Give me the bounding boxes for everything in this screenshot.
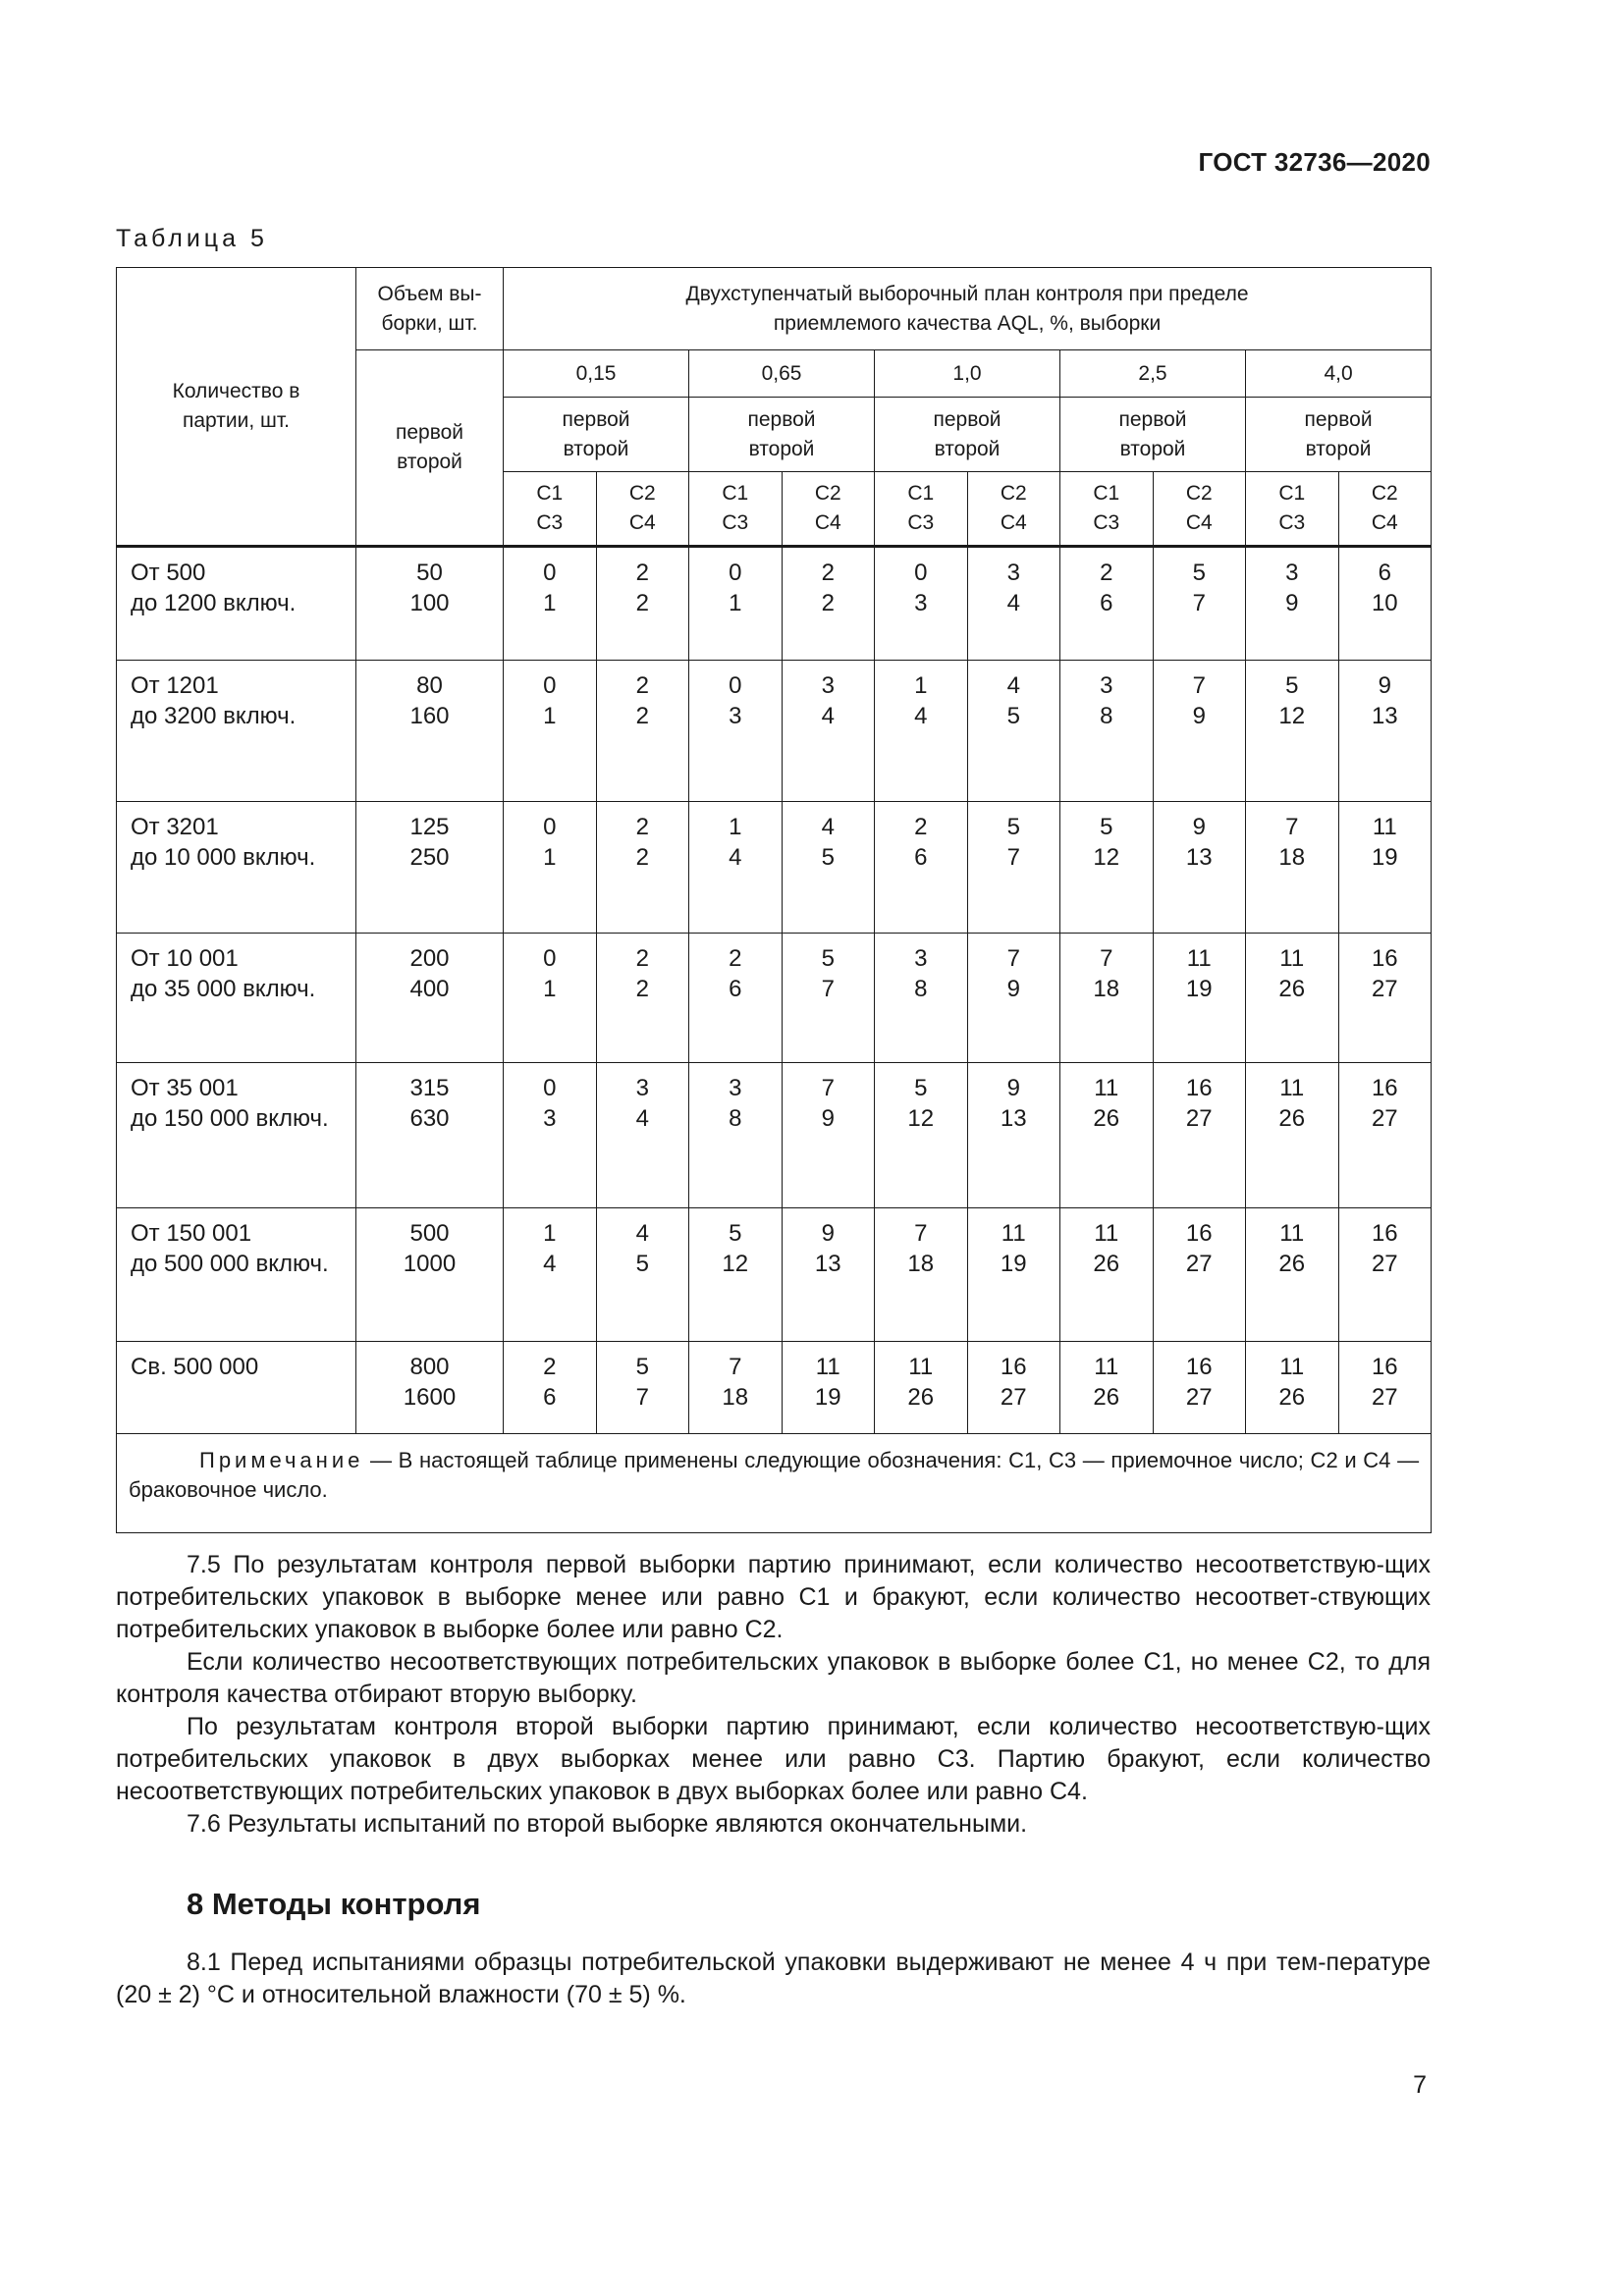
acceptance-number-cell: 1 4 [689, 802, 783, 934]
acceptance-number-cell: 11 26 [1060, 1063, 1154, 1208]
c-label-accept: C1 C3 [1060, 472, 1154, 547]
acceptance-number-cell: 9 13 [782, 1208, 875, 1342]
paragraph: 8.1 Перед испытаниями образцы потребительской упаковки выдерживают не менее 4 ч при тем-пературе (20 ± 2) °С и относительной влажности (70 ± 5) %. [116, 1949, 1431, 2008]
acceptance-number-cell: 1 4 [504, 1208, 597, 1342]
table-row [117, 934, 1432, 1063]
acceptance-number-cell: 16 27 [1338, 1342, 1432, 1434]
c-label-accept: C1 C3 [1246, 472, 1339, 547]
acceptance-number-cell: 3 4 [782, 661, 875, 802]
acceptance-number-cell: 5 7 [782, 934, 875, 1063]
sample-size-cell: 315 630 [356, 1063, 504, 1208]
page-number: 7 [1413, 2071, 1427, 2099]
acceptance-number-cell: 16 27 [967, 1342, 1060, 1434]
table-row [117, 547, 1432, 661]
acceptance-number-cell: 2 2 [596, 802, 689, 934]
aql-level: 0,15 [504, 350, 689, 398]
sample-size-cell: 50 100 [356, 547, 504, 661]
acceptance-number-cell: 2 6 [504, 1342, 597, 1434]
sample-sub-label: первой второй [689, 398, 875, 472]
sample-size-cell: 80 160 [356, 661, 504, 802]
acceptance-number-cell: 16 27 [1338, 1063, 1432, 1208]
acceptance-number-cell: 7 18 [1060, 934, 1154, 1063]
acceptance-number-cell: 7 18 [875, 1208, 968, 1342]
table-row [117, 1342, 1432, 1434]
paragraph: 7.6 Результаты испытаний по второй выборке являются окончательными. [187, 1810, 1028, 1838]
acceptance-number-cell: 11 26 [1060, 1208, 1154, 1342]
acceptance-number-cell: 1 4 [875, 661, 968, 802]
sample-sub-label: первой второй [1246, 398, 1432, 472]
acceptance-number-cell: 11 19 [782, 1342, 875, 1434]
acceptance-number-cell: 7 9 [1153, 661, 1246, 802]
paragraph: Если количество несоответствующих потребительских упаковок в выборке более C1, но менее C2, то для контроля качества отбирают вторую выборку. [116, 1648, 1431, 1708]
c-label-reject: C2 C4 [1153, 472, 1246, 547]
acceptance-number-cell: 7 18 [1246, 802, 1339, 934]
acceptance-number-cell: 0 1 [504, 802, 597, 934]
aql-level: 1,0 [875, 350, 1060, 398]
acceptance-number-cell: 11 19 [1153, 934, 1246, 1063]
acceptance-number-cell: 11 19 [1338, 802, 1432, 934]
acceptance-number-cell: 4 5 [967, 661, 1060, 802]
lot-size-cell: От 1201 до 3200 включ. [117, 661, 356, 802]
c-label-reject: C2 C4 [1338, 472, 1432, 547]
acceptance-number-cell: 5 12 [875, 1063, 968, 1208]
acceptance-number-cell: 4 5 [782, 802, 875, 934]
acceptance-number-cell: 3 8 [1060, 661, 1154, 802]
lot-size-cell: Св. 500 000 [117, 1342, 356, 1434]
c-label-accept: C1 C3 [689, 472, 783, 547]
acceptance-number-cell: 3 4 [596, 1063, 689, 1208]
acceptance-number-cell: 2 2 [596, 547, 689, 661]
header-sample-sub: первой второй [356, 350, 504, 547]
acceptance-number-cell: 0 1 [504, 661, 597, 802]
lot-size-cell: От 500 до 1200 включ. [117, 547, 356, 661]
table-row [117, 661, 1432, 802]
c-label-reject: C2 C4 [967, 472, 1060, 547]
acceptance-number-cell: 7 9 [782, 1063, 875, 1208]
acceptance-number-cell: 0 3 [875, 547, 968, 661]
acceptance-number-cell: 2 2 [782, 547, 875, 661]
table-row [117, 1208, 1432, 1342]
acceptance-number-cell: 5 12 [689, 1208, 783, 1342]
acceptance-number-cell: 5 12 [1060, 802, 1154, 934]
lot-size-cell: От 10 001 до 35 000 включ. [117, 934, 356, 1063]
clause-8 [116, 1947, 1431, 2011]
note-label: Примечание [199, 1448, 364, 1472]
acceptance-number-cell: 5 7 [1153, 547, 1246, 661]
acceptance-number-cell: 3 8 [875, 934, 968, 1063]
table-note [117, 1434, 1432, 1533]
note-text: — В настоящей таблице применены следующие обозначения: C1, C3 — приемочное число; C2 и C4 — браковочное число. [129, 1448, 1420, 1502]
acceptance-number-cell: 2 2 [596, 934, 689, 1063]
acceptance-number-cell: 16 27 [1338, 934, 1432, 1063]
acceptance-number-cell: 11 26 [1060, 1342, 1154, 1434]
header-lot-size [117, 268, 356, 547]
clause-7 [116, 1549, 1431, 1841]
acceptance-number-cell: 7 9 [967, 934, 1060, 1063]
acceptance-number-cell: 0 1 [504, 934, 597, 1063]
sample-sub-label: первой второй [1060, 398, 1246, 472]
sampling-plan-table [116, 267, 1432, 1533]
acceptance-number-cell: 2 6 [689, 934, 783, 1063]
acceptance-number-cell: 16 27 [1153, 1208, 1246, 1342]
c-label-reject: C2 C4 [782, 472, 875, 547]
sample-size-cell: 200 400 [356, 934, 504, 1063]
acceptance-number-cell: 2 2 [596, 661, 689, 802]
lot-size-cell: От 3201 до 10 000 включ. [117, 802, 356, 934]
acceptance-number-cell: 3 8 [689, 1063, 783, 1208]
table-row [117, 802, 1432, 934]
acceptance-number-cell: 11 26 [875, 1342, 968, 1434]
table-row [117, 1063, 1432, 1208]
acceptance-number-cell: 16 27 [1153, 1342, 1246, 1434]
acceptance-number-cell: 11 26 [1246, 934, 1339, 1063]
acceptance-number-cell: 3 4 [967, 547, 1060, 661]
header-plan-title: Двухступенчатый выборочный план контроля при пределе приемлемого качества AQL, %, выборки [504, 268, 1432, 350]
acceptance-number-cell: 11 19 [967, 1208, 1060, 1342]
acceptance-number-cell: 11 26 [1246, 1063, 1339, 1208]
acceptance-number-cell: 5 12 [1246, 661, 1339, 802]
acceptance-number-cell: 11 26 [1246, 1208, 1339, 1342]
sample-size-cell: 500 1000 [356, 1208, 504, 1342]
sample-size-cell: 125 250 [356, 802, 504, 934]
header-lot-size-text: Количество в партии, шт. [172, 380, 300, 432]
sample-sub-label: первой второй [875, 398, 1060, 472]
c-label-accept: C1 C3 [504, 472, 597, 547]
c-label-accept: C1 C3 [875, 472, 968, 547]
paragraph: 7.5 По результатам контроля первой выборки партию принимают, если количество несоответствую-щих потребительских упаковок в выборке менее или равно C1 и бракуют, если количество несоответ-ствующих потребительских упаковок в выборке более или равно C2. [116, 1551, 1431, 1643]
acceptance-number-cell: 0 1 [689, 547, 783, 661]
acceptance-number-cell: 2 6 [1060, 547, 1154, 661]
paragraph: По результатам контроля второй выборки партию принимают, если количество несоответствую-щих потребительских упаковок в двух выборках менее или равно C3. Партию бракуют, если количество несоответствующих потребительских упаковок в двух выборках более или равно C4. [116, 1713, 1431, 1805]
lot-size-cell: От 150 001 до 500 000 включ. [117, 1208, 356, 1342]
acceptance-number-cell: 16 27 [1338, 1208, 1432, 1342]
section-heading: 8 Методы контроля [187, 1887, 481, 1921]
acceptance-number-cell: 6 10 [1338, 547, 1432, 661]
sample-size-cell: 800 1600 [356, 1342, 504, 1434]
acceptance-number-cell: 0 3 [689, 661, 783, 802]
sample-sub-label: первой второй [504, 398, 689, 472]
acceptance-number-cell: 9 13 [1153, 802, 1246, 934]
standard-code: ГОСТ 32736—2020 [1198, 147, 1431, 177]
aql-level: 4,0 [1246, 350, 1432, 398]
acceptance-number-cell: 3 9 [1246, 547, 1339, 661]
acceptance-number-cell: 11 26 [1246, 1342, 1339, 1434]
aql-level: 2,5 [1060, 350, 1246, 398]
acceptance-number-cell: 9 13 [1338, 661, 1432, 802]
acceptance-number-cell: 2 6 [875, 802, 968, 934]
acceptance-number-cell: 9 13 [967, 1063, 1060, 1208]
table-body [117, 547, 1432, 1434]
c-label-reject: C2 C4 [596, 472, 689, 547]
acceptance-number-cell: 5 7 [596, 1342, 689, 1434]
acceptance-number-cell: 7 18 [689, 1342, 783, 1434]
header-sample-size: Объем вы- борки, шт. [356, 268, 504, 350]
table-caption: Таблица 5 [116, 225, 268, 252]
acceptance-number-cell: 0 1 [504, 547, 597, 661]
aql-level: 0,65 [689, 350, 875, 398]
acceptance-number-cell: 0 3 [504, 1063, 597, 1208]
acceptance-number-cell: 16 27 [1153, 1063, 1246, 1208]
acceptance-number-cell: 4 5 [596, 1208, 689, 1342]
lot-size-cell: От 35 001 до 150 000 включ. [117, 1063, 356, 1208]
acceptance-number-cell: 5 7 [967, 802, 1060, 934]
